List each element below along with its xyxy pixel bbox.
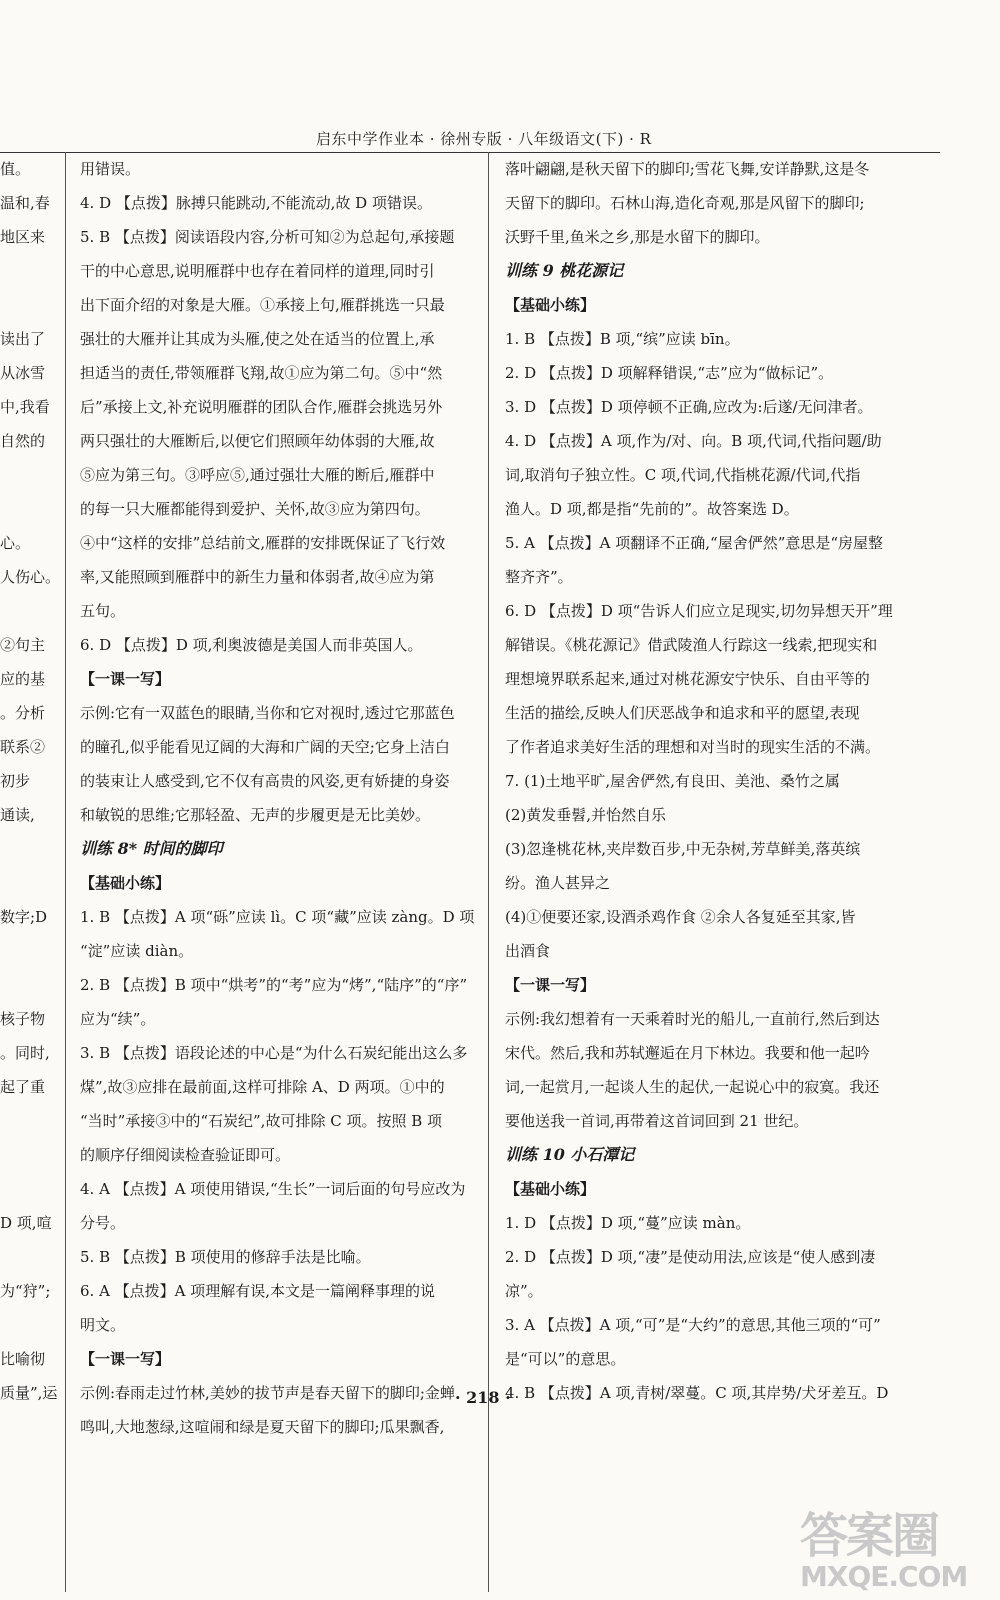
text-line <box>0 1308 60 1342</box>
text-line: 初步 <box>0 772 31 790</box>
text-line: ④中“这样的安排”总结前文,雁群的安排既保证了飞行效 <box>80 534 446 552</box>
text-line: 示例:它有一双蓝色的眼睛,当你和它对视时,透过它那蓝色 <box>80 704 455 722</box>
text-line: 。分析 <box>0 704 46 722</box>
column-divider-right <box>488 152 489 1592</box>
text-line: 了作者追求美好生活的理想和对当时的现实生活的不满。 <box>505 738 881 756</box>
text-line: 6. A 【点拨】A 项理解有误,本文是一篇阐释事理的说 <box>80 1282 436 1300</box>
text-line: 宋代。然后,我和苏轼邂逅在月下林边。我要和他一起吟 <box>505 1044 870 1062</box>
text-line: ②句主 <box>0 636 46 654</box>
text-line: 1. B 【点拨】A 项“砾”应读 lì。C 项“藏”应读 zàng。D 项 <box>80 908 475 926</box>
left-column <box>0 152 60 1530</box>
text-line: 为“狩”; <box>0 1282 51 1300</box>
text-line <box>0 1240 60 1274</box>
text-line <box>0 1104 60 1138</box>
right-column <box>505 152 925 1530</box>
text-line: 渔人。D 项,都是指“先前的”。故答案选 D。 <box>505 500 799 518</box>
text-line: 理想境界联系起来,通过对桃花源安宁快乐、自由平等的 <box>505 670 870 688</box>
text-line <box>0 288 60 322</box>
text-line: 值。 <box>0 160 31 178</box>
middle-column <box>80 152 480 1530</box>
text-line: 7. (1)土地平旷,屋舍俨然,有良田、美池、桑竹之属 <box>505 772 840 790</box>
text-line: 1. B 【点拨】B 项,“缤”应读 bīn。 <box>505 330 740 348</box>
text-line <box>0 934 60 968</box>
text-line: 5. A 【点拨】A 项翻译不正确,“屋舍俨然”意思是“房屋整 <box>505 534 884 552</box>
text-line: 比喻彻 <box>0 1350 46 1368</box>
watermark-url: MXQE.COM <box>800 1560 968 1593</box>
text-line: 3. A 【点拨】A 项,“可”是“大约”的意思,其他三项的“可” <box>505 1316 881 1334</box>
text-line: 从冰雪 <box>0 364 46 382</box>
text-line: 质量”,运 <box>0 1384 58 1402</box>
text-line: 要他送我一首词,再带着这首词回到 21 世纪。 <box>505 1112 809 1130</box>
text-line <box>0 832 60 866</box>
text-line: 词,一起赏月,一起谈人生的起伏,一起说心中的寂寞。我还 <box>505 1078 880 1096</box>
text-line: 的每一只大雁都能得到爱护、关怀,故③应为第四句。 <box>80 500 430 518</box>
text-line: 训练 10 小石潭记 <box>505 1145 635 1164</box>
watermark <box>800 1510 980 1595</box>
text-line: 核子物 <box>0 1010 46 1028</box>
text-line: 【一课一写】 <box>80 670 171 688</box>
text-line: 整齐齐”。 <box>505 568 573 586</box>
page-header: 启东中学作业本 · 徐州专版 · 八年级语文(下) · R <box>316 130 652 148</box>
text-line: 起了重 <box>0 1078 46 1096</box>
text-line <box>0 1138 60 1172</box>
text-line: 6. D 【点拨】D 项“告诉人们应立足现实,切勿异想天开”理 <box>505 602 893 620</box>
text-line: 。同时, <box>0 1044 50 1062</box>
text-line: 3. D 【点拨】D 项停顿不正确,应改为:后遂/无问津者。 <box>505 398 873 416</box>
text-line: 4. B 【点拨】A 项,青树/翠蔓。C 项,其岸势/犬牙差互。D <box>505 1384 889 1402</box>
text-line <box>0 866 60 900</box>
text-line <box>0 968 60 1002</box>
text-line <box>0 254 60 288</box>
text-line: 应的基 <box>0 670 46 688</box>
text-line: 5. B 【点拨】阅读语段内容,分析可知②为总起句,承接题 <box>80 228 455 246</box>
text-line: 【基础小练】 <box>505 1180 596 1198</box>
text-line: 的顺序仔细阅读检查验证即可。 <box>80 1146 291 1164</box>
text-line <box>0 492 60 526</box>
text-line: 5. B 【点拨】B 项使用的修辞手法是比喻。 <box>80 1248 371 1266</box>
text-line: 训练 9 桃花源记 <box>505 261 624 280</box>
text-line: 训练 8* 时间的脚印 <box>80 839 223 858</box>
text-line: 两只强壮的大雁断后,以便它们照顾年幼体弱的大雁,故 <box>80 432 435 450</box>
text-line: 中,我看 <box>0 398 50 416</box>
text-line: 出下面介绍的对象是大雁。①承接上句,雁群挑选一只最 <box>80 296 445 314</box>
page-number: · 218 · <box>455 1388 511 1407</box>
text-line: 1. D 【点拨】D 项,“蔓”应读 màn。 <box>505 1214 751 1232</box>
text-line: 读出了 <box>0 330 46 348</box>
text-line: 6. D 【点拨】D 项,利奥波德是美国人而非英国人。 <box>80 636 423 654</box>
text-line: 2. D 【点拨】D 项,“凄”是使动用法,应该是“使人感到凄 <box>505 1248 876 1266</box>
text-line: 天留下的脚印。石林山海,造化奇观,那是风留下的脚印; <box>505 194 865 212</box>
text-line: 2. D 【点拨】D 项解释错误,“志”应为“做标记”。 <box>505 364 834 382</box>
text-line: 词,取消句子独立性。C 项,代词,代指桃花源/代词,代指 <box>505 466 861 484</box>
text-line: (2)黄发垂髫,并怡然自乐 <box>505 806 667 824</box>
text-line: 温和,春 <box>0 194 50 212</box>
text-line: 的瞳孔,似乎能看见辽阔的大海和广阔的天空;它身上洁白 <box>80 738 450 756</box>
text-line: 担适当的责任,带领雁群飞翔,故①应为第二句。⑤中“然 <box>80 364 443 382</box>
text-line: 鸣叫,大地葱绿,这喧闹和绿是夏天留下的脚印;瓜果飘香, <box>80 1418 445 1436</box>
text-line: ⑤应为第三句。③呼应⑤,通过强壮大雁的断后,雁群中 <box>80 466 435 484</box>
text-line: 【一课一写】 <box>80 1350 171 1368</box>
text-line: 干的中心意思,说明雁群中也存在着同样的道理,同时引 <box>80 262 435 280</box>
text-line: 【一课一写】 <box>505 976 596 994</box>
text-line: 心。 <box>0 534 31 552</box>
text-line: 示例:春雨走过竹林,美妙的拔节声是春天留下的脚印;金蝉 <box>80 1384 455 1402</box>
text-line: 率,又能照顾到雁群中的新生力量和体弱者,故④应为第 <box>80 568 435 586</box>
text-line: 4. D 【点拨】脉搏只能跳动,不能流动,故 D 项错误。 <box>80 194 432 212</box>
text-line: D 项,喧 <box>0 1214 52 1232</box>
text-line: 联系② <box>0 738 46 756</box>
text-line: 后”承接上文,补充说明雁群的团队合作,雁群会挑选另外 <box>80 398 443 416</box>
text-line: 纷。渔人甚异之 <box>505 874 611 892</box>
text-line: 落叶翩翩,是秋天留下的脚印;雪花飞舞,安详静默,这是冬 <box>505 160 870 178</box>
text-line: 沃野千里,鱼米之乡,那是水留下的脚印。 <box>505 228 770 246</box>
text-line: 强壮的大雁并让其成为头雁,使之处在适当的位置上,承 <box>80 330 435 348</box>
text-line: 数字;D <box>0 908 48 926</box>
text-line: 4. D 【点拨】A 项,作为/对、向。B 项,代词,代指问题/助 <box>505 432 882 450</box>
text-line: 人伤心。 <box>0 568 60 586</box>
text-line: 【基础小练】 <box>80 874 171 892</box>
text-line: 示例:我幻想着有一天乘着时光的船儿,一直前行,然后到达 <box>505 1010 880 1028</box>
column-divider-left <box>65 152 66 1592</box>
text-line: 的装束让人感受到,它不仅有高贵的风姿,更有娇捷的身姿 <box>80 772 450 790</box>
text-line: 生活的描绘,反映人们厌恶战争和追求和平的愿望,表现 <box>505 704 860 722</box>
text-line: 明文。 <box>80 1316 126 1334</box>
text-line: 解错误。《桃花源记》借武陵渔人行踪这一线索,把现实和 <box>505 636 878 654</box>
text-line: 地区来 <box>0 228 46 246</box>
text-line: (4)①便要还家,设酒杀鸡作食 ②余人各复延至其家,皆 <box>505 908 856 926</box>
text-line: 是“可以”的意思。 <box>505 1350 626 1368</box>
watermark-logo: 答案圈 <box>800 1508 939 1564</box>
text-line: 自然的 <box>0 432 46 450</box>
text-line: 2. B 【点拨】B 项中“烘考”的“考”应为“烤”,“陆序”的“序” <box>80 976 468 994</box>
text-line: “当时”承接③中的“石炭纪”,故可排除 C 项。按照 B 项 <box>80 1112 443 1130</box>
text-line <box>0 458 60 492</box>
text-line: 凉”。 <box>505 1282 543 1300</box>
text-line: 五句。 <box>80 602 126 620</box>
text-line: (3)忽逢桃花林,夹岸数百步,中无杂树,芳草鲜美,落英缤 <box>505 840 861 858</box>
text-line: 分号。 <box>80 1214 126 1232</box>
text-line <box>0 594 60 628</box>
text-line: 4. A 【点拨】A 项使用错误,“生长”一词后面的句号应改为 <box>80 1180 466 1198</box>
text-line: 应为“续”。 <box>80 1010 156 1028</box>
text-line: 出酒食 <box>505 942 551 960</box>
text-line: 【基础小练】 <box>505 296 596 314</box>
text-line: 通读, <box>0 806 35 824</box>
text-line: “淀”应读 diàn。 <box>80 942 194 960</box>
text-line: 3. B 【点拨】语段论述的中心是“为什么石炭纪能出这么多 <box>80 1044 468 1062</box>
text-line: 用错误。 <box>80 160 141 178</box>
text-line <box>0 1172 60 1206</box>
text-line: 煤”,故③应排在最前面,这样可排除 A、D 两项。①中的 <box>80 1078 445 1096</box>
text-line: 和敏锐的思维;它那轻盈、无声的步履更是无比美妙。 <box>80 806 431 824</box>
